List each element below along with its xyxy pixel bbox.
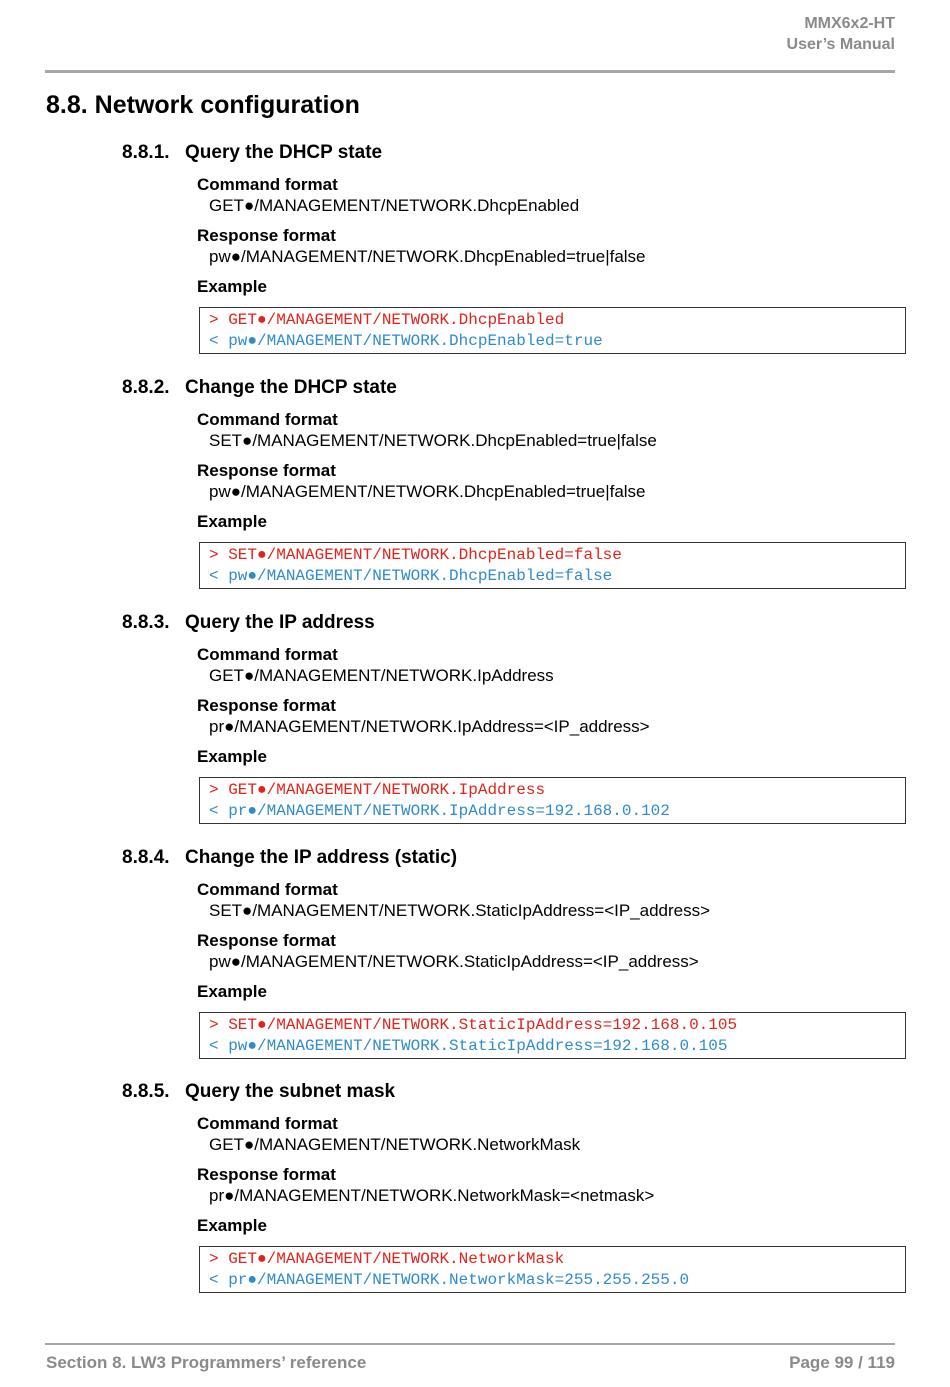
header-doc-title: User’s Manual [786,36,895,53]
example-response-line: < pr●/MANAGEMENT/NETWORK.IpAddress=192.168.0.102 [209,802,670,820]
response-format-label: Response format [197,696,336,715]
example-response-line: < pw●/MANAGEMENT/NETWORK.DhcpEnabled=false [209,567,613,585]
header-product: MMX6x2-HT [804,15,895,32]
section-number: 8.8.5. [122,1081,170,1102]
command-format-value: GET●/MANAGEMENT/NETWORK.DhcpEnabled [209,196,580,215]
example-command-line: > GET●/MANAGEMENT/NETWORK.IpAddress [209,781,546,799]
header-rule [45,70,895,73]
section-heading [122,612,375,634]
section-8-8-5 [0,1081,950,1311]
example-response-line: < pr●/MANAGEMENT/NETWORK.NetworkMask=255.255.255.0 [209,1271,690,1289]
command-format-value: GET●/MANAGEMENT/NETWORK.IpAddress [209,666,554,685]
section-heading [122,142,382,164]
section-heading [122,1081,395,1103]
section-8-8-3 [0,612,950,842]
section-number: 8.8.4. [122,847,170,868]
example-command-line: > SET●/MANAGEMENT/NETWORK.DhcpEnabled=false [209,546,622,564]
section-title: Query the IP address [185,612,375,633]
example-command-line: > GET●/MANAGEMENT/NETWORK.DhcpEnabled [209,311,565,329]
example-box [199,777,906,824]
response-format-value: pw●/MANAGEMENT/NETWORK.DhcpEnabled=true|false [209,482,646,501]
section-heading [122,847,457,869]
section-title: Query the subnet mask [185,1081,396,1102]
command-format-label: Command format [197,410,338,429]
example-label: Example [197,982,267,1001]
example-label: Example [197,1216,267,1235]
response-format-label: Response format [197,931,336,950]
example-response-line: < pw●/MANAGEMENT/NETWORK.StaticIpAddress=192.168.0.105 [209,1037,728,1055]
example-label: Example [197,512,267,531]
footer-section: Section 8. LW3 Programmers’ reference [46,1353,367,1372]
section-8-8-1 [0,142,950,372]
example-box [199,542,906,589]
footer-rule [45,1343,895,1345]
example-command-line: > GET●/MANAGEMENT/NETWORK.NetworkMask [209,1250,565,1268]
response-format-label: Response format [197,226,336,245]
footer-page-number: Page 99 / 119 [789,1353,895,1372]
example-box [199,1246,906,1293]
response-format-label: Response format [197,1165,336,1184]
command-format-label: Command format [197,175,338,194]
example-box [199,1012,906,1059]
example-box [199,307,906,354]
command-format-value: SET●/MANAGEMENT/NETWORK.DhcpEnabled=true|false [209,431,657,450]
section-title: Change the DHCP state [185,377,397,398]
section-number: 8.8.3. [122,612,170,633]
command-format-label: Command format [197,880,338,899]
page-title: 8.8. Network configuration [46,91,360,119]
section-title: Query the DHCP state [185,142,383,163]
response-format-value: pr●/MANAGEMENT/NETWORK.IpAddress=<IP_address> [209,717,650,736]
command-format-label: Command format [197,645,338,664]
section-heading [122,377,397,399]
command-format-value: SET●/MANAGEMENT/NETWORK.StaticIpAddress=<IP_address> [209,901,711,920]
command-format-value: GET●/MANAGEMENT/NETWORK.NetworkMask [209,1135,581,1154]
example-response-line: < pw●/MANAGEMENT/NETWORK.DhcpEnabled=true [209,332,603,350]
example-label: Example [197,747,267,766]
section-8-8-2 [0,377,950,607]
example-label: Example [197,277,267,296]
response-format-value: pw●/MANAGEMENT/NETWORK.DhcpEnabled=true|false [209,247,646,266]
section-number: 8.8.1. [122,142,170,163]
section-number: 8.8.2. [122,377,170,398]
example-command-line: > SET●/MANAGEMENT/NETWORK.StaticIpAddress=192.168.0.105 [209,1016,738,1034]
response-format-label: Response format [197,461,336,480]
page-header [787,13,895,55]
section-8-8-4 [0,847,950,1077]
command-format-label: Command format [197,1114,338,1133]
response-format-value: pr●/MANAGEMENT/NETWORK.NetworkMask=<netmask> [209,1186,655,1205]
section-title: Change the IP address (static) [185,847,458,868]
response-format-value: pw●/MANAGEMENT/NETWORK.StaticIpAddress=<IP_address> [209,952,699,971]
